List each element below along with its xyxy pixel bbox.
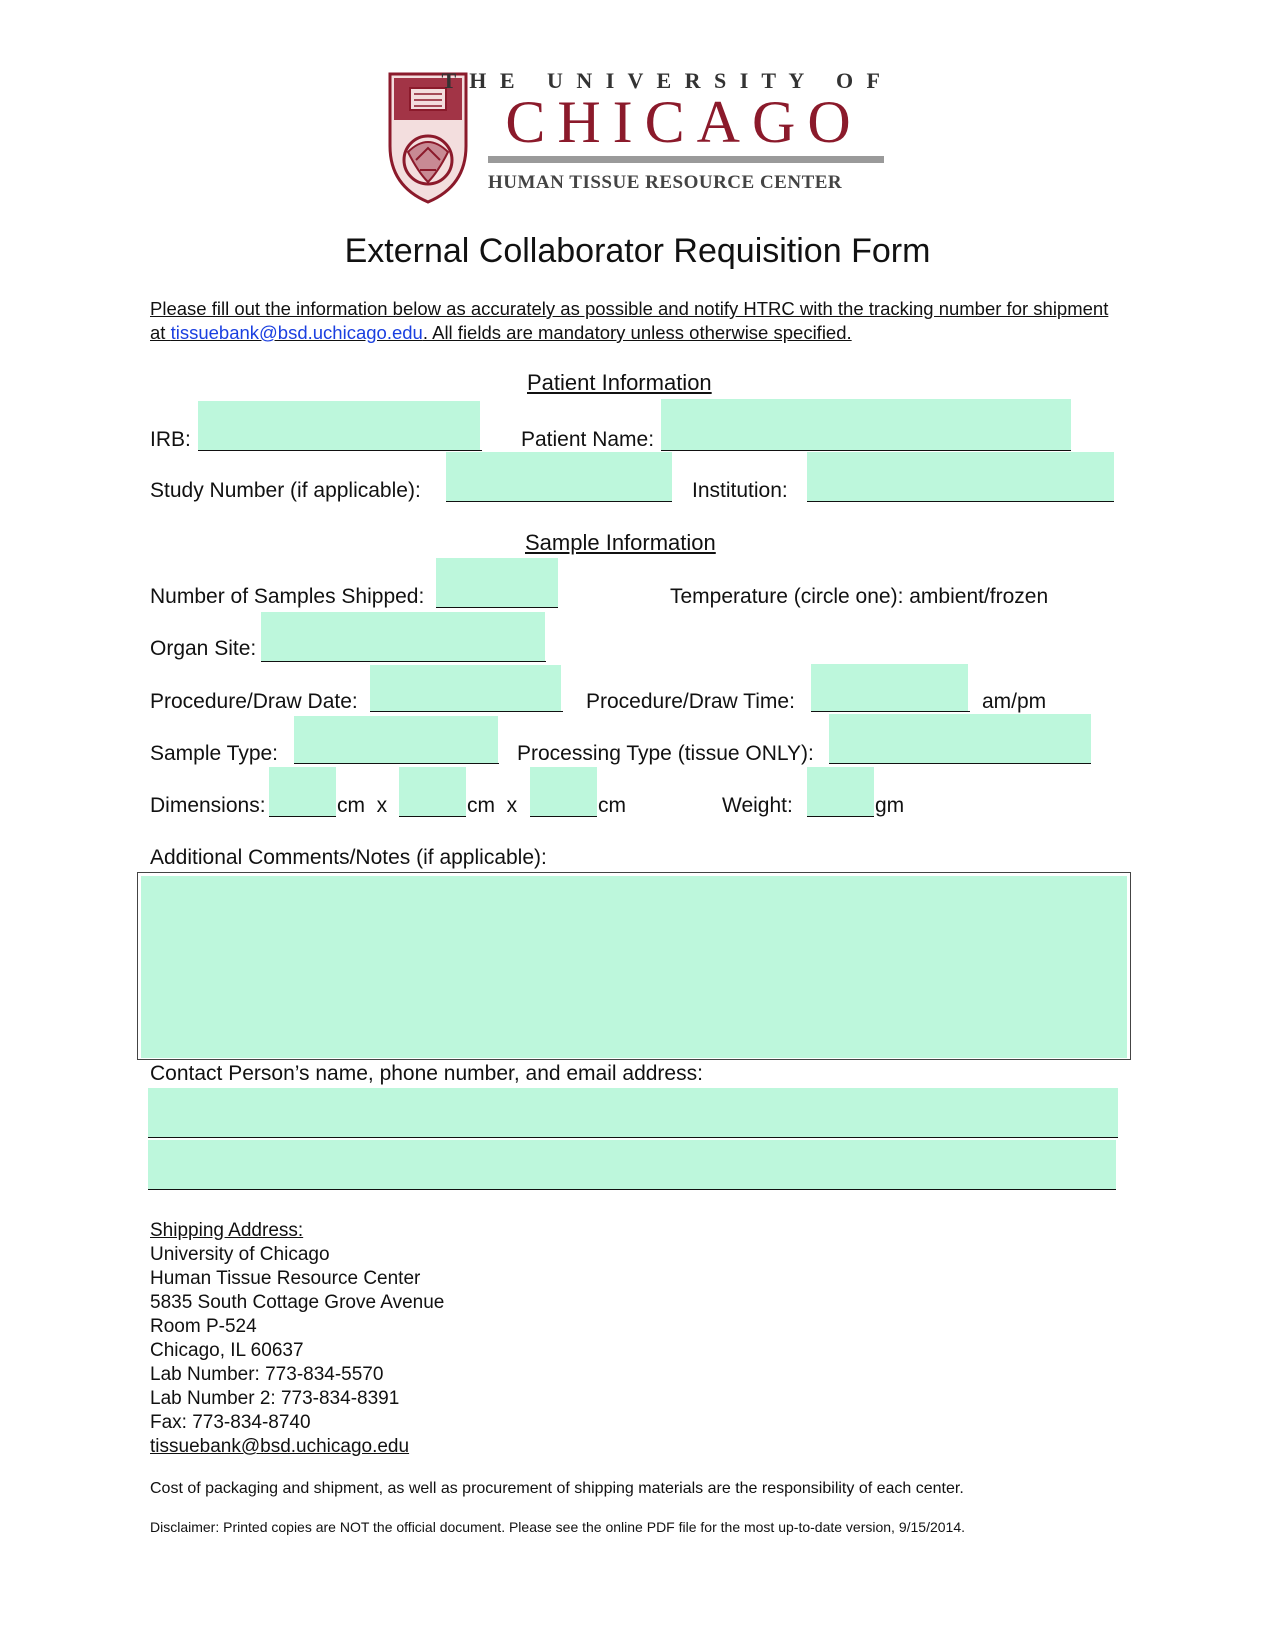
shipping-line: 5835 South Cottage Grove Avenue	[150, 1292, 445, 1313]
intro-email-link[interactable]: tissuebank@bsd.uchicago.edu	[170, 322, 423, 343]
shipping-line: Fax: 773-834-8740	[150, 1412, 311, 1433]
sample-section-heading: Sample Information	[525, 530, 716, 555]
num-samples-label: Number of Samples Shipped:	[150, 585, 425, 608]
university-logo	[384, 68, 884, 208]
irb-field[interactable]	[198, 401, 480, 451]
dimensions-label: Dimensions:	[150, 794, 266, 817]
procedure-time-underline	[811, 711, 970, 712]
study-number-field[interactable]	[446, 452, 672, 502]
organ-site-field[interactable]	[261, 612, 545, 662]
patient-name-underline	[661, 450, 1071, 451]
irb-label: IRB:	[150, 428, 191, 451]
num-samples-underline	[436, 607, 558, 608]
dimension-3-unit: cm	[598, 794, 626, 817]
shipping-line: University of Chicago	[150, 1244, 330, 1265]
dimension-3-underline	[530, 816, 597, 817]
patient-name-field[interactable]	[661, 399, 1071, 451]
study-number-underline	[446, 501, 672, 502]
page-title: External Collaborator Requisition Form	[344, 232, 931, 270]
procedure-time-field[interactable]	[811, 664, 968, 712]
study-number-label: Study Number (if applicable):	[150, 479, 421, 502]
contact-label: Contact Person’s name, phone number, and email address:	[150, 1062, 703, 1085]
shipping-line: Human Tissue Resource Center	[150, 1268, 421, 1289]
center-name: HUMAN TISSUE RESOURCE CENTER	[488, 172, 843, 193]
comments-field[interactable]	[141, 876, 1127, 1058]
procedure-time-label: Procedure/Draw Time:	[586, 690, 795, 713]
disclaimer: Disclaimer: Printed copies are NOT the official document. Please see the online PDF file for the most up-to-date version, 9/15/2014.	[150, 1519, 966, 1535]
procedure-date-underline	[370, 711, 563, 712]
ampm-label: am/pm	[982, 690, 1047, 713]
institution-label: Institution:	[692, 479, 788, 502]
intro-before-link: Please fill out the information below as accurately as possible and notify HTRC with the tracking number for shipment at	[150, 298, 1109, 343]
weight-unit: gm	[875, 794, 905, 817]
sample-type-label: Sample Type:	[150, 742, 279, 765]
dimension-2-field[interactable]	[399, 767, 466, 817]
shipping-heading: Shipping Address:	[150, 1220, 304, 1241]
processing-type-field[interactable]	[829, 714, 1091, 764]
intro-after-link: . All fields are mandatory unless otherwise specified.	[422, 322, 852, 343]
university-line: T H E U N I V E R S I T Y O F	[441, 68, 884, 93]
contact-field-line-2[interactable]	[148, 1140, 1116, 1190]
sample-type-underline	[294, 763, 499, 764]
dimension-1-field[interactable]	[269, 767, 336, 817]
contact-underline-2	[148, 1189, 1116, 1190]
contact-field-line-1[interactable]	[148, 1088, 1118, 1138]
university-name: CHICAGO	[505, 89, 863, 155]
procedure-date-label: Procedure/Draw Date:	[150, 690, 358, 713]
organ-site-label: Organ Site:	[150, 637, 257, 660]
weight-field[interactable]	[807, 767, 874, 817]
processing-type-underline	[829, 763, 1091, 764]
shipping-line: Lab Number 2: 773-834-8391	[150, 1388, 400, 1409]
contact-underline-1	[148, 1137, 1118, 1138]
temperature-label: Temperature (circle one): ambient/frozen	[670, 585, 1049, 608]
organ-site-underline	[261, 661, 546, 662]
dimension-1-unit: cm x	[337, 794, 388, 817]
shipping-line: Chicago, IL 60637	[150, 1340, 304, 1361]
institution-underline	[807, 501, 1114, 502]
cost-note: Cost of packaging and shipment, as well as procurement of shipping materials are the responsibility of each center.	[150, 1480, 964, 1497]
shipping-address-block	[150, 1243, 444, 1459]
irb-underline	[198, 450, 482, 451]
processing-type-label: Processing Type (tissue ONLY):	[517, 742, 814, 765]
shipping-line: Room P-524	[150, 1316, 257, 1337]
comments-label: Additional Comments/Notes (if applicable):	[150, 846, 547, 869]
intro-text	[150, 297, 1110, 345]
dimension-2-underline	[399, 816, 466, 817]
shipping-email-link[interactable]: tissuebank@bsd.uchicago.edu	[150, 1436, 410, 1457]
weight-label: Weight:	[722, 794, 793, 817]
dimension-3-field[interactable]	[530, 767, 597, 817]
procedure-date-field[interactable]	[370, 665, 561, 712]
logo-divider	[488, 156, 884, 163]
num-samples-field[interactable]	[436, 558, 558, 608]
institution-field[interactable]	[807, 452, 1114, 502]
shipping-line: Lab Number: 773-834-5570	[150, 1364, 384, 1385]
sample-type-field[interactable]	[294, 716, 498, 764]
patient-section-heading: Patient Information	[527, 370, 712, 395]
weight-underline	[807, 816, 874, 817]
dimension-1-underline	[269, 816, 336, 817]
patient-name-label: Patient Name:	[521, 428, 655, 451]
dimension-2-unit: cm x	[467, 794, 518, 817]
